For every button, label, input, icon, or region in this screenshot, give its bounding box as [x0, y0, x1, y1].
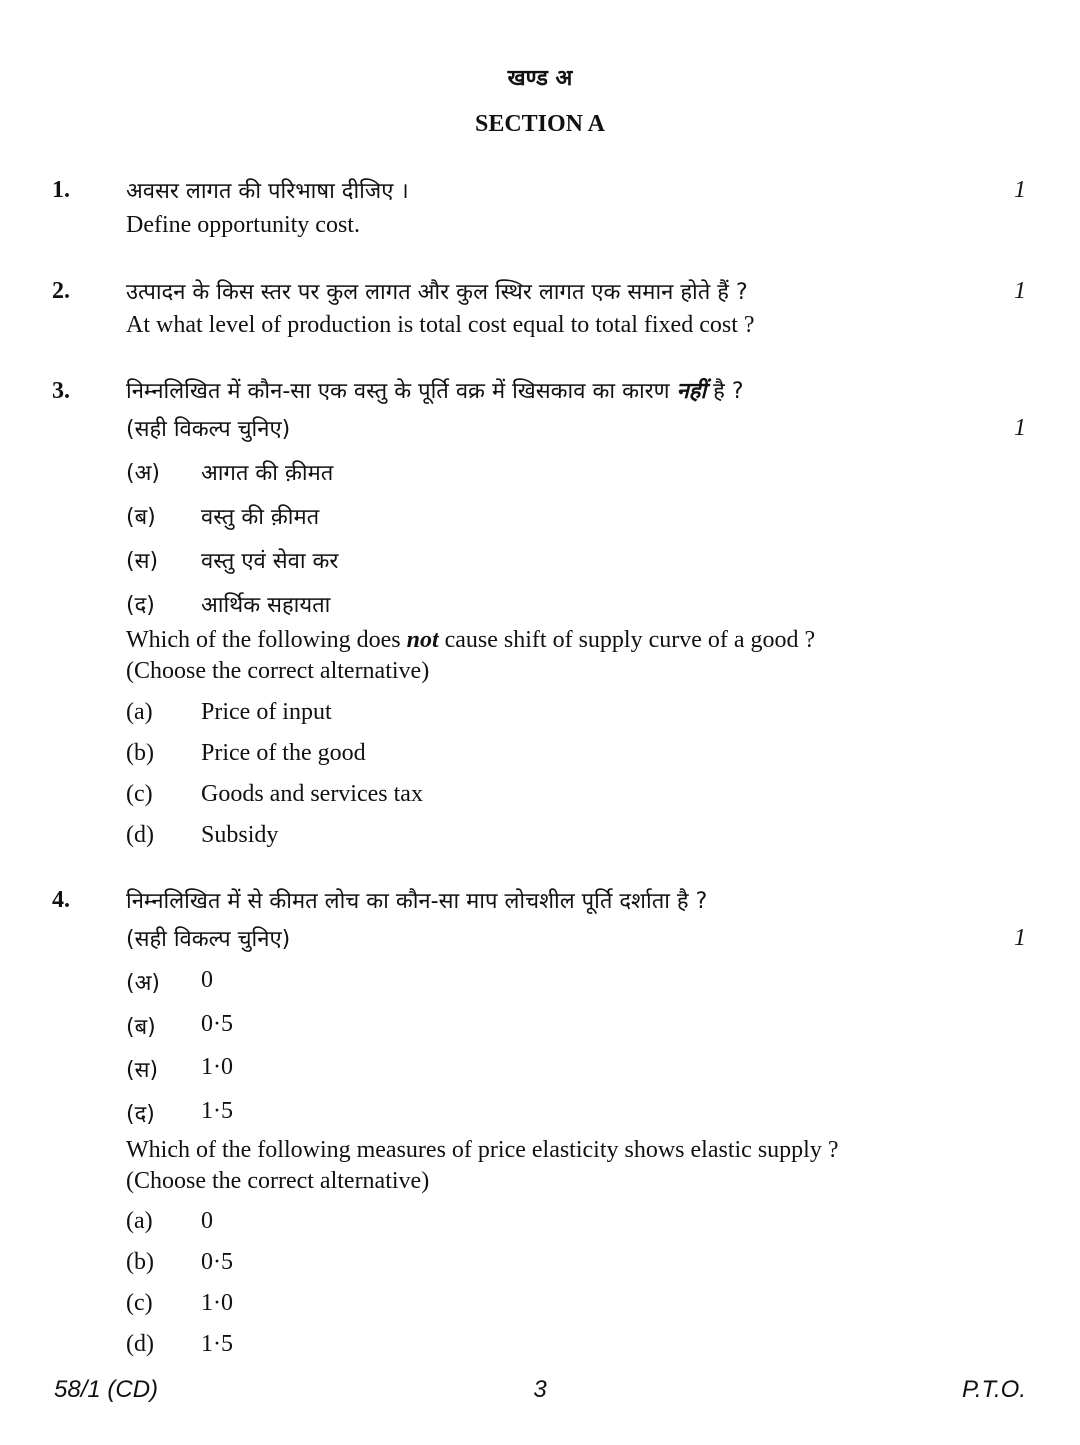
question-text-hindi: निम्नलिखित में से कीमत लोच का कौन-सा माप लोचशील पूर्ति दर्शाता है ?	[126, 889, 708, 914]
option-label-hindi: (द)	[126, 593, 155, 618]
question-number: 2.	[52, 278, 70, 304]
question-number: 4.	[52, 887, 70, 913]
question-number: 3.	[52, 378, 70, 404]
option-label-hindi: (अ)	[126, 461, 160, 486]
option-text-hindi: वस्तु की क़ीमत	[201, 505, 320, 530]
option-text-hindi: वस्तु एवं सेवा कर	[201, 549, 339, 574]
question-text-english: Define opportunity cost.	[126, 212, 360, 238]
option-text: 0	[201, 1208, 213, 1234]
question-text-english: At what level of production is total cost equal to total fixed cost ?	[126, 312, 755, 338]
page-number: 3	[533, 1376, 547, 1403]
option-text-hindi: 1·0	[201, 1054, 233, 1080]
question-marks: 1	[1014, 177, 1026, 203]
option-label: (b)	[126, 1249, 154, 1275]
option-label: (c)	[126, 781, 153, 807]
question-marks: 1	[1014, 278, 1026, 304]
paper-code: 58/1 (CD)	[54, 1376, 159, 1403]
option-text-hindi: 0	[201, 967, 213, 993]
question-text-english-part: Which of the following does	[126, 627, 401, 653]
option-label-hindi: (ब)	[126, 505, 156, 530]
question-text-english	[126, 627, 815, 654]
option-text: 0·5	[201, 1249, 233, 1275]
option-label-hindi: (अ)	[126, 971, 160, 996]
choose-instruction-english: (Choose the correct alternative)	[126, 658, 430, 684]
question-text-hindi-part: निम्नलिखित में कौन-सा एक वस्तु के पूर्ति वक्र में खिसकाव का कारण	[126, 379, 670, 404]
option-text: Goods and services tax	[201, 781, 423, 807]
emphasis-not-hindi: नहीं	[676, 379, 707, 404]
question-text-hindi-part: है ?	[713, 379, 744, 404]
question-text-hindi: अवसर लागत की परिभाषा दीजिए ।	[126, 179, 409, 204]
question-text-hindi: उत्पादन के किस स्तर पर कुल लागत और कुल स्थिर लागत एक समान होते हैं ?	[126, 280, 748, 305]
option-label-hindi: (ब)	[126, 1015, 156, 1040]
question-marks: 1	[1014, 415, 1026, 441]
option-label: (d)	[126, 1331, 154, 1357]
choose-instruction-english: (Choose the correct alternative)	[126, 1168, 430, 1194]
option-text-hindi: 0·5	[201, 1011, 233, 1037]
option-label-hindi: (स)	[126, 549, 159, 574]
option-text: Price of the good	[201, 740, 366, 766]
option-text: Price of input	[201, 699, 332, 725]
question-text-english-part: cause shift of supply curve of a good ?	[444, 627, 816, 653]
option-text-hindi: आगत की क़ीमत	[201, 461, 334, 486]
section-title: SECTION A	[474, 111, 606, 137]
section-title-hindi: खण्ड अ	[507, 66, 573, 91]
please-turn-over: P.T.O.	[961, 1376, 1026, 1403]
option-label: (a)	[126, 699, 153, 725]
choose-instruction-hindi: (सही विकल्प चुनिए)	[126, 927, 291, 952]
option-text-hindi: 1·5	[201, 1098, 233, 1124]
option-label-hindi: (स)	[126, 1058, 159, 1083]
option-label: (d)	[126, 822, 154, 848]
option-label: (c)	[126, 1290, 153, 1316]
option-text-hindi: आर्थिक सहायता	[201, 593, 331, 618]
question-marks: 1	[1014, 925, 1026, 951]
question-number: 1.	[52, 177, 70, 203]
option-label-hindi: (द)	[126, 1102, 155, 1127]
emphasis-not: not	[406, 627, 439, 653]
option-label: (a)	[126, 1208, 153, 1234]
question-text-hindi	[126, 375, 744, 405]
choose-instruction-hindi: (सही विकल्प चुनिए)	[126, 417, 291, 442]
option-label: (b)	[126, 740, 154, 766]
option-text: 1·0	[201, 1290, 233, 1316]
option-text: Subsidy	[201, 822, 279, 848]
option-text: 1·5	[201, 1331, 233, 1357]
question-text-english: Which of the following measures of price elasticity shows elastic supply ?	[126, 1137, 839, 1163]
